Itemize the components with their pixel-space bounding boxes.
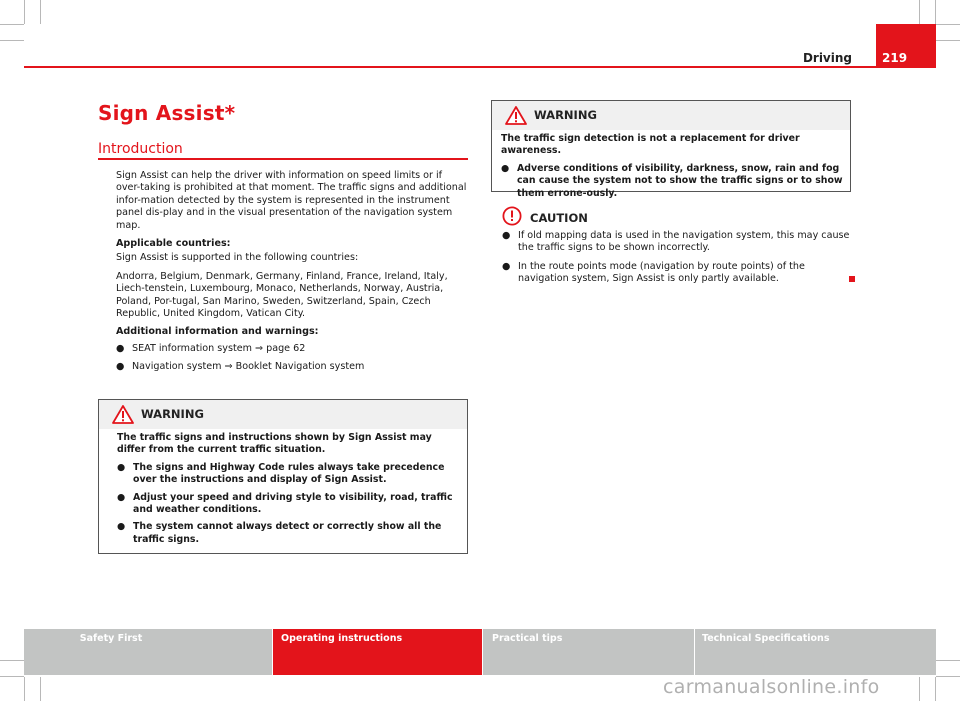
list-item-text: The signs and Highway Code rules always take precedence over the instructions and display of Sign Assist. [133, 461, 445, 486]
list-item-text: Adverse conditions of visibility, darkness, snow, rain and fog can cause the system not to show the traffic signs or to show them errone-ously. [517, 162, 843, 199]
list-item [117, 462, 461, 487]
countries-list: Andorra, Belgium, Denmark, Germany, Finland, France, Ireland, Italy, Liech-tenstein, Luxembourg, Monaco, Netherlands, Norway, Austria, Poland, Por-tugal, San Marino, Sweden, Switzerland, Spain, Czech Republic, United Kingdom, Vatican City. [116, 270, 448, 320]
warning-title: WARNING [141, 407, 204, 421]
bullet-icon: ● [502, 230, 511, 241]
warning-body [99, 429, 467, 557]
watermark: carmanualsonline.info [663, 676, 880, 698]
bullet-icon: ● [116, 342, 125, 354]
tab-practical-tips[interactable]: Practical tips [483, 629, 694, 675]
tab-technical-specifications[interactable]: Technical Specifications [695, 629, 936, 675]
warning-body [492, 130, 850, 211]
page-number: 219 [882, 51, 908, 65]
caution-icon [502, 206, 522, 226]
list-item-text: Adjust your speed and driving style to visibility, road, traffic and weather conditions. [133, 491, 453, 516]
additional-info-label: Additional information and warnings: [116, 326, 319, 338]
header-rule [24, 66, 936, 68]
section-title: Driving [802, 51, 852, 65]
list-item [116, 343, 468, 355]
crop-mark [936, 676, 960, 677]
tab-safety-first[interactable]: Safety First [24, 629, 272, 675]
crop-mark [40, 677, 41, 701]
crop-mark [936, 660, 960, 661]
warning-title: WARNING [534, 108, 597, 122]
warning-box [98, 399, 468, 554]
list-item-text: Navigation system ⇒ Booklet Navigation system [132, 361, 365, 373]
bullet-icon: ● [117, 461, 126, 473]
intro-paragraph: Sign Assist can help the driver with information on speed limits or if over-taking is prohibited at that moment. The traffic signs and additional infor-mation detected by the system is represented in the instrument panel dis-play and in the visual presentation of the navigation system map. [116, 170, 467, 231]
list-item-text: In the route points mode (navigation by route points) of the navigation system, Sign Assist is only partly available. [518, 260, 805, 285]
bullet-icon: ● [117, 491, 126, 503]
crop-mark [919, 677, 920, 701]
section-heading: Introduction [98, 141, 183, 157]
list-item [502, 230, 854, 255]
countries-intro: Sign Assist is supported in the following countries: [116, 252, 359, 264]
crop-mark [919, 0, 920, 24]
crop-mark [935, 0, 936, 24]
list-item [117, 521, 461, 546]
tab-operating-instructions[interactable]: Operating instructions [273, 629, 482, 675]
list-item-text: The system cannot always detect or correctly show all the traffic signs. [133, 521, 442, 545]
warning-lead: The traffic signs and instructions shown by Sign Assist may differ from the current traffic situation. [117, 432, 432, 456]
bullet-icon: ● [116, 361, 125, 373]
section-heading-rule [98, 158, 468, 160]
warning-triangle-icon [112, 405, 134, 424]
bullet-icon: ● [117, 521, 126, 533]
list-item [116, 361, 468, 373]
crop-mark [0, 676, 24, 677]
list-item-text: SEAT information system ⇒ page 62 [132, 342, 306, 354]
crop-mark [935, 677, 936, 701]
warning-triangle-icon [505, 106, 527, 125]
crop-mark [0, 660, 24, 661]
intro-text-column [116, 170, 468, 380]
caution-body [502, 230, 854, 292]
crop-mark [24, 0, 25, 24]
crop-mark [936, 40, 960, 41]
crop-mark [24, 677, 25, 701]
list-item [117, 492, 461, 517]
list-item [502, 261, 854, 286]
crop-mark [0, 24, 24, 25]
warning-lead: The traffic sign detection is not a replacement for driver awareness. [501, 133, 800, 157]
bullet-icon: ● [501, 162, 510, 174]
section-end-marker [849, 276, 855, 282]
crop-mark [936, 24, 960, 25]
warning-header [492, 101, 850, 130]
crop-mark [40, 0, 41, 24]
list-item-text: If old mapping data is used in the navigation system, this may cause the traffic signs to be shown incorrectly. [518, 230, 850, 254]
warning-header [99, 400, 467, 429]
bullet-icon: ● [502, 260, 511, 272]
crop-mark [0, 40, 24, 41]
list-item [501, 163, 844, 200]
countries-label: Applicable countries: [116, 238, 231, 250]
warning-box [491, 100, 851, 199]
caution-title: CAUTION [530, 211, 588, 225]
page-title: Sign Assist* [98, 101, 236, 125]
